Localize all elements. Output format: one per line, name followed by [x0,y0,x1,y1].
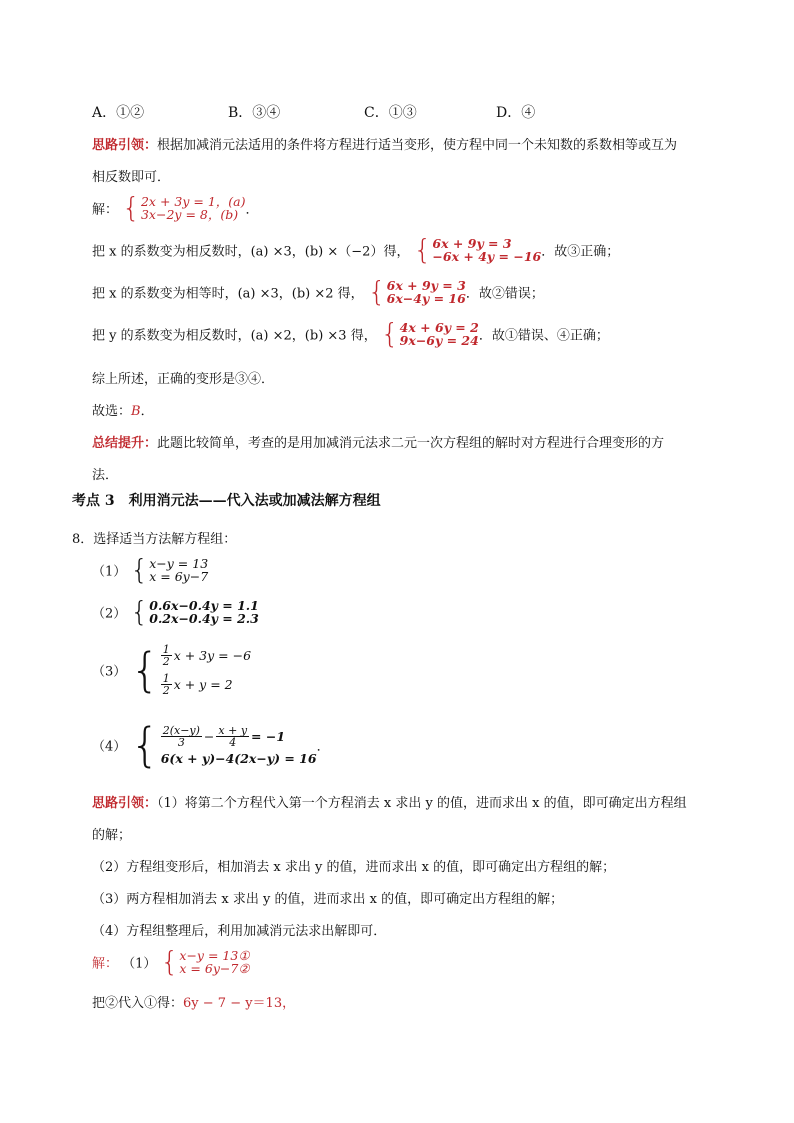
q8-part4 [92,718,330,772]
q8-part3-frac2: $\frac{1}{2}$ [162,672,170,697]
summary-line2: 法． [92,468,119,483]
step3-eq2: 9x−6y = 24 [399,333,479,348]
step2-pre: 把 x 的系数变为相等时，(a) ×3，(b) ×2 得， [92,286,364,302]
brace-icon: { [130,718,160,772]
conclusion: 综上所述，正确的变形是③④． [92,372,275,387]
sol2-part: （1） [122,956,157,972]
q8-part3 [92,644,251,696]
answer-value: B [131,404,141,419]
q8-part3-eq2: x + y = 2 [173,677,233,692]
sol1-eq2: 3x−2y = 8，(b) [140,207,239,222]
option-a-label: A． [92,105,117,121]
answer-post: ． [140,404,154,419]
sol2-eq2: x = 6y−7② [179,961,250,976]
q8-part2-eq1: 0.6x−0.4y = 1.1 [149,598,259,613]
q8-part4-minus: − [203,729,215,744]
sol1-label: 解： [92,202,119,218]
q8-part4-eq1: = −1 [251,729,286,744]
hint2-line4: （3）两方程相加消去 x 求出 y 的值，进而求出 x 的值，即可确定出方程组的解； [92,892,564,907]
sol2-eq1: x−y = 13① [179,948,250,963]
sol2-system [160,945,250,978]
brace-icon: { [130,553,149,586]
q8-part2-label: （2） [92,606,127,622]
q8-part4-frac1: $\frac{2(x-y)}{3}$ [162,724,200,749]
sol2-row [92,945,250,978]
q8-part4-label: （4） [92,739,127,755]
step1-eq1: 6x + 9y = 3 [432,236,512,251]
hint1-text1: 根据加减消元法适用的条件将方程进行适当变形，使方程中同一个未知数的系数相等或互为 [157,138,678,153]
sol2-label: 解： [92,956,119,972]
q8-part1-label: （1） [92,564,127,580]
sol1-row [92,191,259,224]
sol2-sub-eq: 6y − 7 − y＝13， [183,996,296,1011]
q8-part4-frac2: $\frac{x + y}{4}$ [218,724,248,749]
brace-icon: { [367,275,386,308]
brace-icon: { [413,233,432,266]
section-heading: 考点 3 利用消元法——代入法或加减法解方程组 [72,493,381,509]
step3-system [380,317,479,350]
step2-eq1: 6x + 9y = 3 [386,278,466,293]
option-b [228,102,280,122]
option-b-value: ③④ [252,105,281,121]
q8-part4-tail: ． [316,739,330,755]
step3-row [92,317,609,350]
step2-row [92,275,544,308]
q8-part4-eq2: 6(x + y)−4(2x−y) = 16 [160,751,317,766]
option-c [364,102,417,122]
hint1-line1 [92,134,677,153]
hint2-label: 思路引领： [92,796,158,811]
brace-icon: { [130,595,149,628]
step3-post: ．故①错误、④正确； [478,328,609,344]
brace-icon: { [130,643,160,697]
q8-part1 [92,553,209,586]
step1-post: ．故③正确； [541,244,620,260]
step2-system [367,275,466,308]
step2-eq2: 6x−4y = 16 [386,291,466,306]
hint2-line1 [92,792,687,811]
q8-title: 8．选择适当方法解方程组： [72,532,237,547]
brace-icon: { [160,945,179,978]
hint1-line2: 相反数即可． [92,170,171,185]
step1-eq2: −6x + 4y = −16 [432,249,542,264]
sol1-eq1: 2x + 3y = 1，(a) [140,194,246,209]
q8-part3-label: （3） [92,664,127,680]
option-b-label: B． [228,105,253,121]
q8-part1-eq2: x = 6y−7 [149,569,209,584]
answer-pre: 故选： [92,404,132,419]
step1-row [92,233,620,266]
option-c-value: ①③ [388,105,417,121]
q8-part2-system [130,595,259,628]
brace-icon: { [380,317,399,350]
q8-part3-system [130,644,251,696]
summary-label: 总结提升： [92,436,158,451]
option-d-label: D． [496,105,522,121]
q8-part2-eq2: 0.2x−0.4y = 2.3 [149,611,259,626]
option-d [496,102,535,122]
option-a-value: ①② [116,105,145,121]
option-a [92,102,144,122]
sol2-sub-pre: 把②代入①得： [92,996,184,1011]
q8-part1-eq1: x−y = 13 [149,556,209,571]
step3-eq1: 4x + 6y = 2 [399,320,479,335]
hint2-line5: （4）方程组整理后，利用加减消元法求出解即可． [92,924,387,939]
summary-line1 [92,432,664,451]
q8-part4-system [130,718,317,772]
brace-icon: { [122,191,140,224]
q8-part3-frac1: $\frac{1}{2}$ [162,643,170,668]
summary-text1: 此题比较简单，考查的是用加减消元法求二元一次方程组的解时对方程进行合理变形的方 [157,436,665,451]
hint2-line3: （2）方程组变形后，相加消去 x 求出 y 的值，进而求出 x 的值，即可确定出方程组的解； [92,860,616,875]
step2-post: ．故②错误； [465,286,544,302]
q8-part1-system [130,553,209,586]
step1-pre: 把 x 的系数变为相反数时，(a) ×3，(b) ×（−2）得， [92,244,410,260]
sol2-substitution [92,992,295,1011]
sol1-tail: ． [245,202,259,218]
hint2-l1: （1）将第二个方程代入第一个方程消去 x 求出 y 的值，进而求出 x 的值，即可确定出方程组 [157,796,687,811]
hint2-line2: 的解； [92,828,132,843]
step3-pre: 把 y 的系数变为相反数时，(a) ×2，(b) ×3 得， [92,328,377,344]
q8-part2 [92,595,259,628]
option-c-label: C． [364,105,389,121]
hint1-label: 思路引领： [92,138,158,153]
q8-part3-eq1: x + 3y = −6 [173,648,252,663]
option-d-value: ④ [521,105,536,121]
sol1-system [122,191,246,224]
step1-system [413,233,542,266]
answer-row [92,400,154,419]
